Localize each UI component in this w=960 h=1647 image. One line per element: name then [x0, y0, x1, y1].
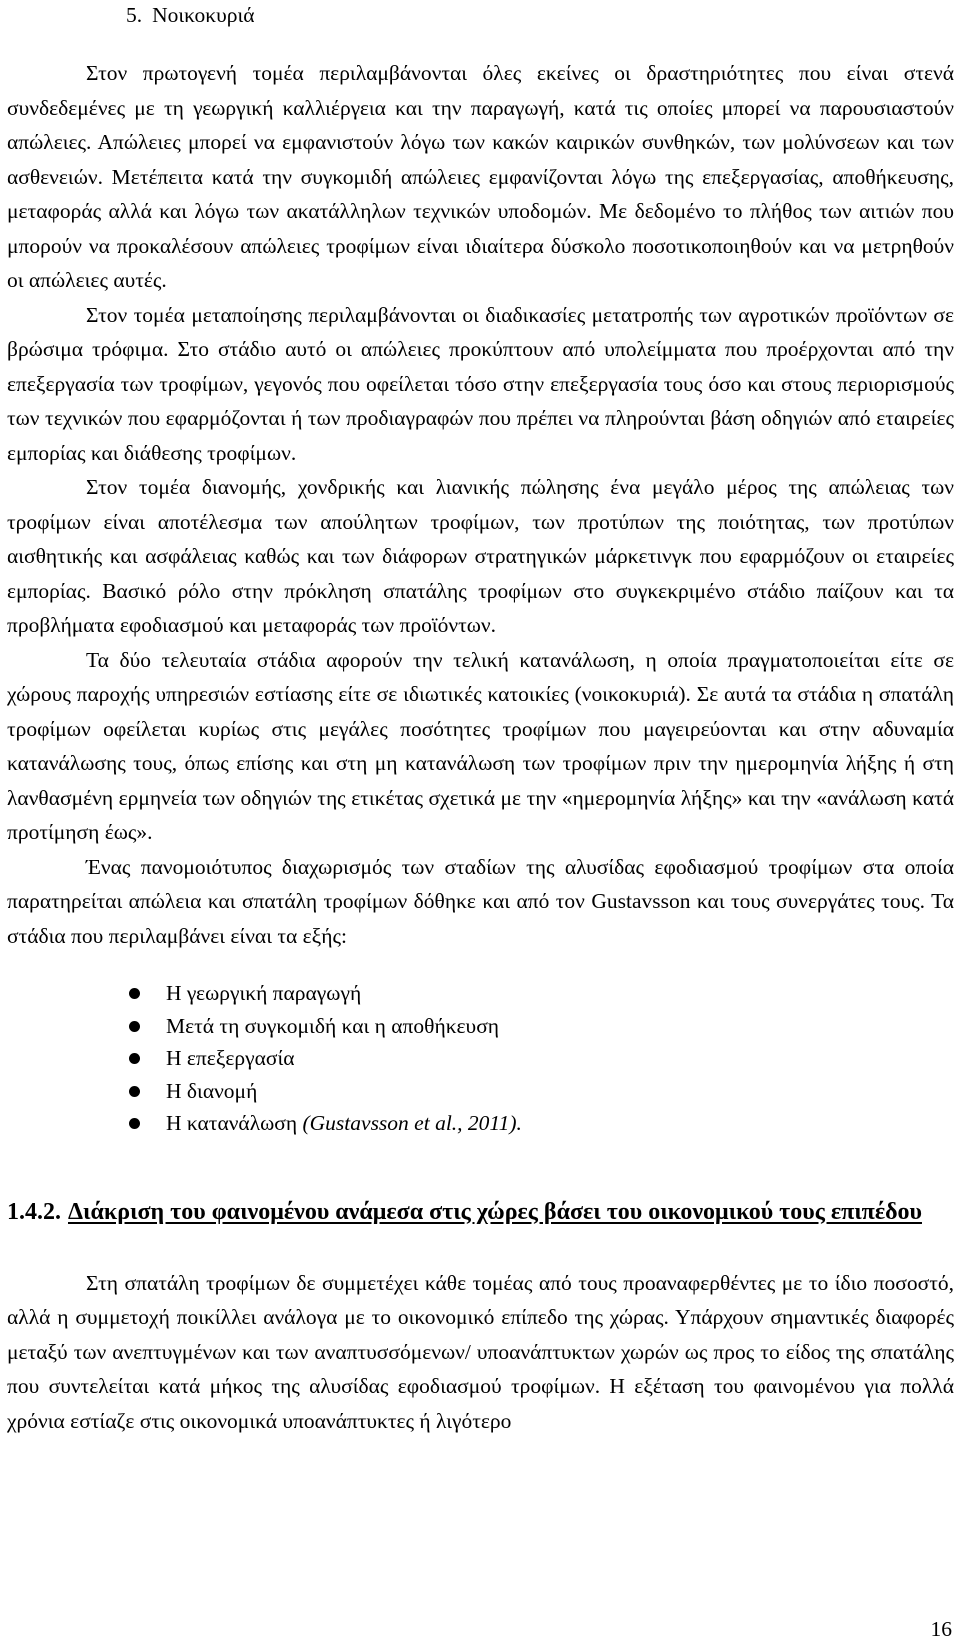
paragraph-gustavsson: Ένας πανομοιότυπος διαχωρισμός των σταδίων της αλυσίδας εφοδιασμού τροφίμων στα οποία παρατηρείται απώλεια και σπατάλη τροφίμων δόθηκε και από τον Gustavsson και τους συνεργάτες τους. Τα στάδια που περιλαμβάνει είναι τα εξής: — [7, 854, 954, 948]
list-item — [7, 1075, 954, 1108]
bullet-icon — [129, 1118, 140, 1129]
list-item-text: Η γεωργική παραγωγή — [166, 981, 362, 1005]
page-content — [7, 0, 954, 1438]
list-item — [7, 1107, 954, 1140]
paragraph-consumption-stages: Τα δύο τελευταία στάδια αφορούν την τελική κατανάλωση, η οποία πραγματοποιείται είτε σε χώρους παροχής υπηρεσιών εστίασης είτε σε ιδιωτικές κατοικίες (νοικοκυριά). Σε αυτά τα στάδια η σπατάλη τροφίμων οφείλεται κυρίως στις μεγάλες ποσότητες τροφίμων που μαγειρεύονται και στην αδυναμία κατανάλωσης τους, όπως επίσης και στη μη κατανάλωση των τροφίμων πριν την ημερομηνία λήξης ή στη λανθασμένη ερμηνεία των οδηγιών της ετικέτας σχετικά με την «ημερομηνία λήξης» και την «ανάλωση κατά προτίμηση έως». — [7, 647, 954, 844]
bullet-icon — [129, 1086, 140, 1097]
paragraph-distribution-sector: Στον τομέα διανομής, χονδρικής και λιανικής πώλησης ένα μεγάλο μέρος της απώλειας των τροφίμων είναι αποτέλεσμα των απούλητων τροφίμων, των προτύπων της ποιότητας, των προτύπων αισθητικής και ασφάλειας καθώς και των διάφορων στρατηγικών μάρκετινγκ που εφαρμόζουν οι εταιρείες εμπορίας. Βασικό ρόλο στην πρόκληση σπατάλης τροφίμων στο συγκεκριμένο στάδιο παίζουν και τα προβλήματα εφοδιασμού και μεταφοράς των προϊόντων. — [7, 475, 954, 637]
page-number: 16 — [930, 1617, 952, 1641]
list-item-text: Η επεξεργασία — [166, 1046, 295, 1070]
citation: (Gustavsson et al., 2011). — [302, 1111, 522, 1135]
section-title: Διάκριση του φαινομένου ανάμεσα στις χώρες βάσει του οικονομικού τους επιπέδου — [68, 1198, 922, 1225]
bullet-icon — [129, 1021, 140, 1032]
list-item — [7, 1010, 954, 1043]
list-heading-number: 5. — [126, 3, 143, 27]
section-body — [7, 1266, 954, 1439]
list-item — [7, 977, 954, 1010]
section-heading — [7, 1195, 954, 1230]
paragraph-primary-sector: Στον πρωτογενή τομέα περιλαμβάνονται όλες εκείνες οι δραστηριότητες που είναι στενά συνδεδεμένες με τη γεωργική καλλιέργεια και την παραγωγή, κατά τις οποίες μπορεί να παρουσιαστούν απώλειες. Απώλειες μπορεί να εμφανιστούν λόγω των κακών καιρικών συνθηκών, των μολύνσεων και των ασθενειών. Μετέπειτα κατά την συγκομιδή απώλειες εμφανίζονται λόγω της επεξεργασίας, αποθήκευσης, μεταφοράς αλλά και λόγω των ακατάλληλων τεχνικών υποδομών. Με δεδομένο το πλήθος των αιτιών που μπορούν να προκαλέσουν απώλειες τροφίμων είναι ιδιαίτερα δύσκολο ποσοτικοποιηθούν και να μετρηθούν οι απώλειες αυτές. — [7, 61, 954, 292]
list-item — [7, 1042, 954, 1075]
stages-list — [7, 977, 954, 1140]
list-item-text: Μετά τη συγκομιδή και η αποθήκευση — [166, 1013, 500, 1038]
list-item-text: Η διανομή — [166, 1078, 258, 1103]
list-heading-title: Νοικοκυριά — [152, 3, 255, 27]
paragraph-section-intro: Στη σπατάλη τροφίμων δε συμμετέχει κάθε τομέας από τους προαναφερθέντες με το ίδιο ποσοστό, αλλά η συμμετοχή ποικίλλει ανάλογα με το οικονομικό επίπεδο της χώρας. Υπάρχουν σημαντικές διαφορές μεταξύ των ανεπτυγμένων και των αναπτυσσόμενων/ υποανάπτυκτων χωρών ως προς το είδος της σπατάλης που συντελείται κατά μήκος της αλυσίδας εφοδιασμού τροφίμων. Η εξέταση του φαινομένου για πολλά χρόνια εστίαζε στις οικονομικά υποανάπτυκτες ή λιγότερο — [7, 1270, 954, 1433]
bullet-icon — [129, 988, 140, 999]
list-item-text: Η κατανάλωση — [166, 1111, 303, 1135]
bullet-icon — [129, 1053, 140, 1064]
paragraph-processing-sector: Στον τομέα μεταποίησης περιλαμβάνονται οι διαδικασίες μετατροπής των αγροτικών προϊόντων σε βρώσιμα τρόφιμα. Στο στάδιο αυτό οι απώλειες προκύπτουν από υπολείμματα που προέρχονται από την επεξεργασία των τροφίμων, γεγονός που οφείλεται τόσο στην επεξεργασία τους όσο και στους περιορισμούς των τεχνικών που εφαρμόζονται ή των προδιαγραφών που πρέπει να πληρούνται βάση οδηγιών από εταιρείες εμπορίας και διάθεσης τροφίμων. — [7, 302, 954, 465]
list-heading — [7, 0, 954, 30]
section-number: 1.4.2. — [7, 1198, 61, 1225]
